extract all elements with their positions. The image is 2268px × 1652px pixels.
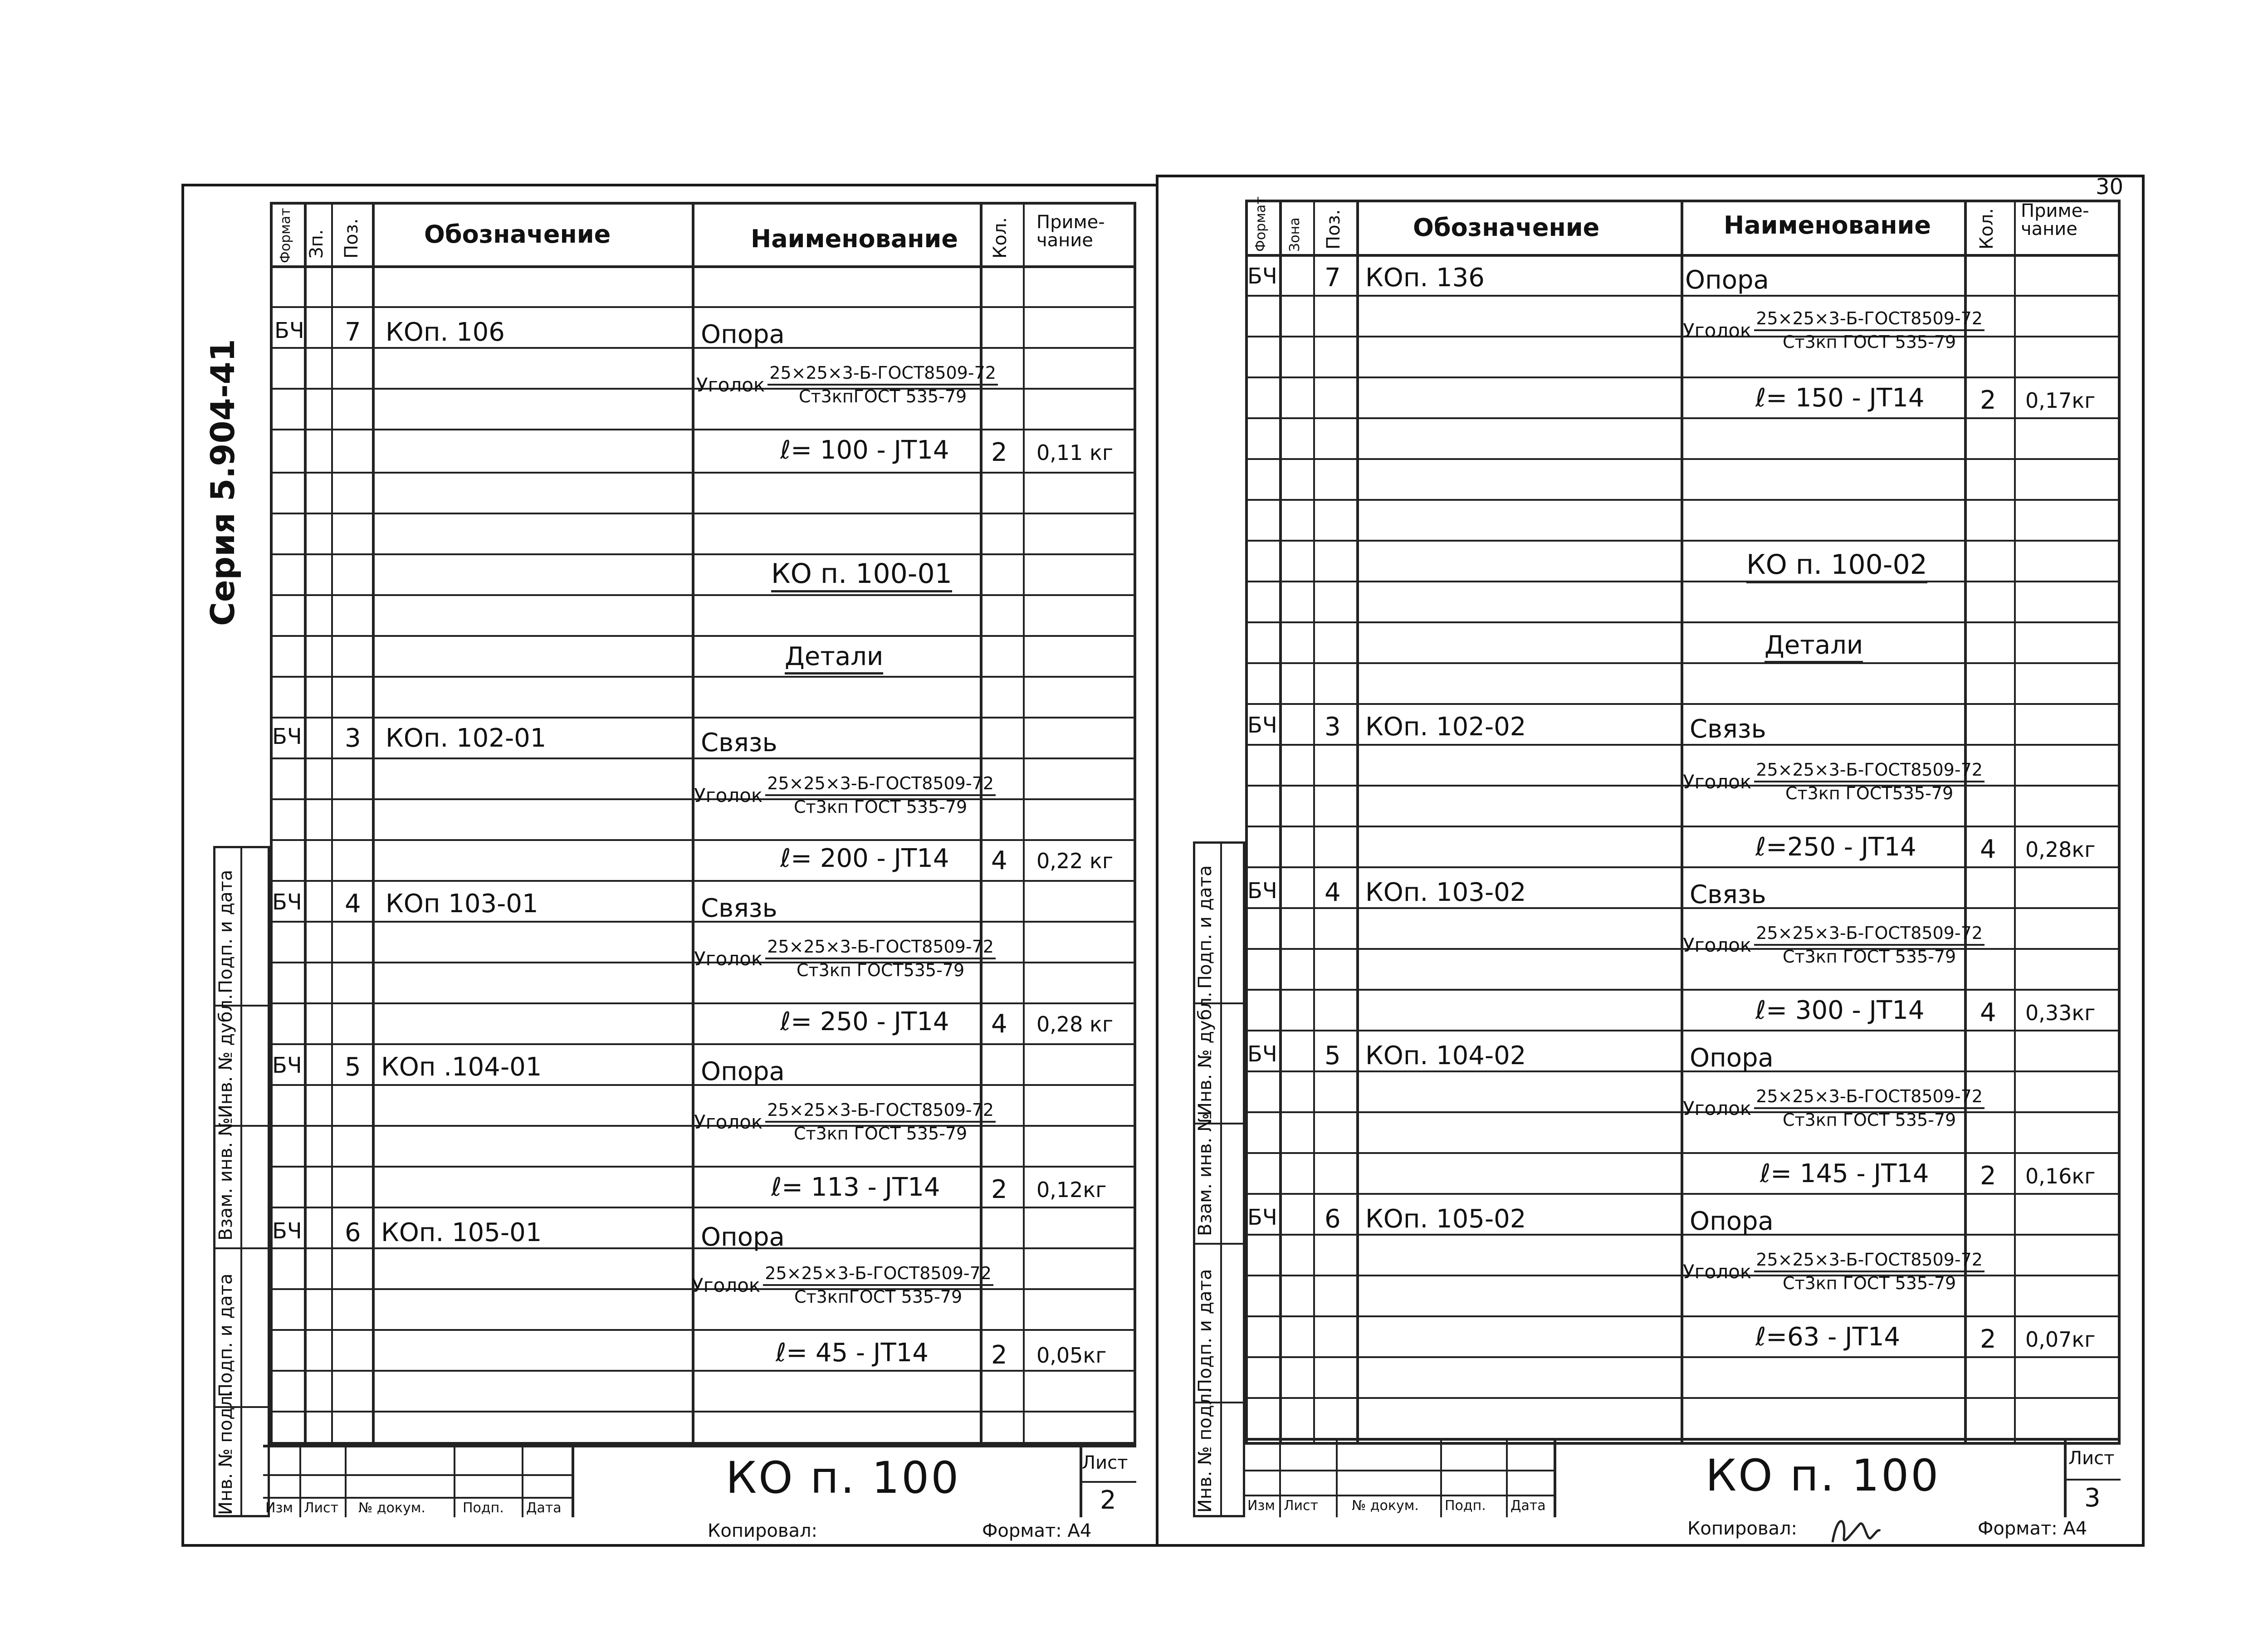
right-tb-col-date: Дата bbox=[1510, 1498, 1546, 1514]
right-stamp-sign-date-2: Подп. и дата bbox=[1195, 1269, 1216, 1393]
right-row-pos: 6 bbox=[1325, 1204, 1341, 1234]
left-row-qty: 2 bbox=[991, 1340, 1007, 1370]
right-header-designation: Обозначение bbox=[1413, 213, 1600, 242]
left-row-length: ℓ= 100 - ЈТ14 bbox=[780, 435, 949, 465]
left-tb-col-izm: Изм bbox=[265, 1500, 293, 1516]
left-header-pos: Поз. bbox=[341, 218, 362, 259]
left-stamp-orig-inv: Инв. № подл. bbox=[215, 1390, 236, 1515]
right-row-qty: 4 bbox=[1980, 835, 1996, 864]
left-row-name: Связь bbox=[701, 728, 777, 758]
page-number: 30 bbox=[2096, 174, 2124, 200]
right-row-note: 0,16кг bbox=[2025, 1164, 2096, 1188]
right-header-note: Приме-чание bbox=[2021, 200, 2089, 239]
left-section-title: КО п. 100-01 bbox=[771, 560, 952, 592]
series-label: Серия 5.904-41 bbox=[204, 339, 242, 626]
right-tb-sheet-no: 3 bbox=[2084, 1483, 2101, 1513]
right-row-note: 0,17кг bbox=[2025, 388, 2096, 413]
right-row-format: БЧ bbox=[1247, 878, 1277, 904]
right-stamp-orig-inv: Инв. № подл. bbox=[1195, 1388, 1216, 1513]
right-row-qty: 2 bbox=[1980, 1161, 1996, 1191]
right-tb-sheet-label: Лист bbox=[2068, 1448, 2115, 1469]
right-tb-col-list: Лист bbox=[1284, 1498, 1319, 1514]
signature-mark bbox=[1828, 1510, 1882, 1551]
left-tb-sheet-label: Лист bbox=[1082, 1452, 1128, 1473]
right-row-pos: 7 bbox=[1325, 263, 1341, 293]
left-row-angle: Уголок $\frac{\text{25×25×3-Б-ГОСТ8509-72}}{\text{Ст3кпГОСТ 535-79}}$ bbox=[692, 1263, 993, 1307]
left-row-angle: Уголок $\frac{\text{25×25×3-Б-ГОСТ8509-72}}{\text{Ст3кп ГОСТ 535-79}}$ bbox=[694, 773, 996, 817]
left-row-name: Опора bbox=[701, 320, 785, 349]
left-row-pos: 5 bbox=[345, 1052, 361, 1082]
right-header-pos: Поз. bbox=[1323, 209, 1344, 249]
left-header-designation: Обозначение bbox=[424, 220, 611, 249]
left-row-pos: 6 bbox=[345, 1218, 361, 1247]
right-row-qty: 2 bbox=[1980, 1325, 1996, 1354]
right-stamp-replace-inv: Взам. инв. № bbox=[1195, 1113, 1216, 1236]
left-row-note: 0,12кг bbox=[1036, 1178, 1107, 1202]
right-row-name: Опора bbox=[1690, 1207, 1774, 1236]
right-row-code: КОп. 104-02 bbox=[1365, 1041, 1526, 1070]
left-row-format: БЧ bbox=[274, 318, 304, 343]
left-row-angle: Уголок $\frac{\text{25×25×3-Б-ГОСТ8509-72}}{\text{Ст3кпГОСТ 535-79}}$ bbox=[696, 363, 998, 406]
right-row-length: ℓ=63 - ЈТ14 bbox=[1755, 1322, 1901, 1352]
left-row-note: 0,11 кг bbox=[1036, 440, 1113, 465]
left-header-note: Приме-чание bbox=[1036, 212, 1105, 251]
left-tb-col-date: Дата bbox=[526, 1500, 562, 1516]
right-row-name: Опора bbox=[1690, 1043, 1774, 1073]
left-row-name: Опора bbox=[701, 1222, 785, 1252]
left-tb-sheet-no: 2 bbox=[1100, 1486, 1116, 1515]
left-row-note: 0,28 кг bbox=[1036, 1012, 1113, 1036]
right-header-name: Наименование bbox=[1724, 211, 1931, 239]
left-row-qty: 4 bbox=[991, 846, 1007, 875]
right-row-format: БЧ bbox=[1247, 1205, 1277, 1230]
right-row-angle: Уголок $\frac{\text{25×25×3-Б-ГОСТ8509-72}}{\text{Ст3кп ГОСТ 535-79}}$ bbox=[1683, 308, 1984, 352]
left-tb-code: КО п. 100 bbox=[726, 1452, 961, 1503]
left-row-length: ℓ= 250 - ЈТ14 bbox=[780, 1007, 949, 1036]
right-header-zone: Зона bbox=[1287, 217, 1303, 252]
right-stamp-dup-inv: Инв. № дубл. bbox=[1195, 992, 1216, 1116]
left-row-angle: Уголок $\frac{\text{25×25×3-Б-ГОСТ8509-72}}{\text{Ст3кп ГОСТ535-79}}$ bbox=[694, 937, 996, 980]
copier-signature bbox=[1828, 1510, 1882, 1558]
left-row-qty: 4 bbox=[991, 1009, 1007, 1039]
right-row-qty: 2 bbox=[1980, 386, 1996, 415]
right-row-name: Опора bbox=[1685, 265, 1769, 295]
right-row-angle: Уголок $\frac{\text{25×25×3-Б-ГОСТ8509-72}}{\text{Ст3кп ГОСТ535-79}}$ bbox=[1683, 760, 1984, 803]
right-row-code: КОп. 136 bbox=[1365, 263, 1485, 293]
left-row-name: Связь bbox=[701, 894, 777, 923]
left-row-code: КОп. 106 bbox=[386, 318, 505, 347]
right-header-qty: Кол. bbox=[1976, 208, 1997, 249]
right-row-note: 0,28кг bbox=[2025, 837, 2096, 862]
right-row-format: БЧ bbox=[1247, 1041, 1277, 1067]
left-row-code: КОп. 105-01 bbox=[381, 1218, 542, 1247]
left-row-length: ℓ= 45 - ЈТ14 bbox=[776, 1338, 929, 1368]
left-row-format: БЧ bbox=[272, 1218, 302, 1244]
right-row-angle: Уголок $\frac{\text{25×25×3-Б-ГОСТ8509-72}}{\text{Ст3кп ГОСТ 535-79}}$ bbox=[1683, 1086, 1984, 1130]
left-footer-format: Формат: А4 bbox=[982, 1520, 1092, 1541]
right-row-qty: 4 bbox=[1980, 998, 1996, 1027]
left-tb-col-doc: № докум. bbox=[358, 1500, 425, 1516]
right-section-sub: Детали bbox=[1765, 633, 1863, 663]
left-tb-col-sign: Подп. bbox=[463, 1500, 504, 1516]
left-row-qty: 2 bbox=[991, 438, 1007, 467]
right-row-name: Связь bbox=[1690, 714, 1766, 744]
right-row-name: Связь bbox=[1690, 880, 1766, 909]
right-tb-col-sign: Подп. bbox=[1445, 1498, 1486, 1514]
right-row-length: ℓ=250 - ЈТ14 bbox=[1755, 832, 1916, 862]
right-row-pos: 5 bbox=[1325, 1041, 1341, 1070]
right-row-format: БЧ bbox=[1247, 713, 1277, 738]
right-row-length: ℓ= 150 - ЈТ14 bbox=[1755, 383, 1925, 413]
left-header-format: Формат bbox=[278, 208, 293, 263]
right-row-pos: 4 bbox=[1325, 878, 1341, 907]
right-stamp-sign-date: Подп. и дата bbox=[1195, 865, 1216, 989]
left-row-format: БЧ bbox=[272, 890, 302, 915]
right-row-code: КОп. 103-02 bbox=[1365, 878, 1526, 907]
left-row-name: Опора bbox=[701, 1057, 785, 1086]
right-section-title: КО п. 100-02 bbox=[1746, 551, 1927, 583]
right-row-angle: Уголок $\frac{\text{25×25×3-Б-ГОСТ8509-72}}{\text{Ст3кп ГОСТ 535-79}}$ bbox=[1683, 1250, 1984, 1293]
left-row-format: БЧ bbox=[272, 724, 302, 749]
left-header-zone: Зп. bbox=[306, 229, 327, 259]
right-row-format: БЧ bbox=[1247, 264, 1277, 289]
right-row-length: ℓ= 300 - ЈТ14 bbox=[1755, 996, 1925, 1025]
left-row-format: БЧ bbox=[272, 1053, 302, 1078]
left-row-pos: 4 bbox=[345, 889, 361, 919]
left-header-name: Наименование bbox=[751, 225, 958, 253]
left-stamp-sign-date: Подп. и дата bbox=[215, 870, 236, 993]
right-tb-code: КО п. 100 bbox=[1706, 1450, 1941, 1501]
right-row-code: КОп. 105-02 bbox=[1365, 1204, 1526, 1234]
right-footer-copied: Копировал: bbox=[1687, 1518, 1798, 1539]
right-row-note: 0,33кг bbox=[2025, 1001, 2096, 1025]
left-row-pos: 7 bbox=[345, 318, 361, 347]
left-footer-copied: Копировал: bbox=[708, 1520, 818, 1541]
left-tb-col-list: Лист bbox=[304, 1500, 339, 1516]
right-tb-col-izm: Изм bbox=[1247, 1498, 1276, 1514]
left-stamp-replace-inv: Взам. инв. № bbox=[215, 1117, 236, 1241]
left-row-angle: Уголок $\frac{\text{25×25×3-Б-ГОСТ8509-72}}{\text{Ст3кп ГОСТ 535-79}}$ bbox=[694, 1100, 996, 1144]
right-tb-col-doc: № докум. bbox=[1352, 1498, 1419, 1514]
left-stamp-dup-inv: Инв. № дубл. bbox=[215, 994, 236, 1118]
right-row-note: 0,07кг bbox=[2025, 1327, 2096, 1352]
left-row-pos: 3 bbox=[345, 723, 361, 753]
left-row-code: КОп 103-01 bbox=[386, 889, 538, 919]
left-row-code: КОп .104-01 bbox=[381, 1052, 542, 1082]
left-row-note: 0,05кг bbox=[1036, 1343, 1107, 1368]
left-row-code: КОп. 102-01 bbox=[386, 723, 547, 753]
right-row-code: КОп. 102-02 bbox=[1365, 712, 1526, 742]
left-stamp-sign-date-2: Подп. и дата bbox=[215, 1273, 236, 1397]
left-row-length: ℓ= 200 - ЈТ14 bbox=[780, 844, 949, 873]
right-row-length: ℓ= 145 - ЈТ14 bbox=[1760, 1159, 1929, 1188]
right-header-format: Формат bbox=[1253, 196, 1269, 252]
right-footer-format: Формат: А4 bbox=[1978, 1518, 2087, 1539]
left-row-note: 0,22 кг bbox=[1036, 849, 1113, 873]
left-header-qty: Кол. bbox=[990, 217, 1011, 259]
left-row-length: ℓ= 113 - ЈТ14 bbox=[771, 1173, 940, 1202]
left-section-sub: Детали bbox=[785, 644, 883, 674]
right-row-angle: Уголок $\frac{\text{25×25×3-Б-ГОСТ8509-72}}{\text{Ст3кп ГОСТ 535-79}}$ bbox=[1683, 923, 1984, 967]
left-row-qty: 2 bbox=[991, 1175, 1007, 1204]
right-row-pos: 3 bbox=[1325, 712, 1341, 742]
